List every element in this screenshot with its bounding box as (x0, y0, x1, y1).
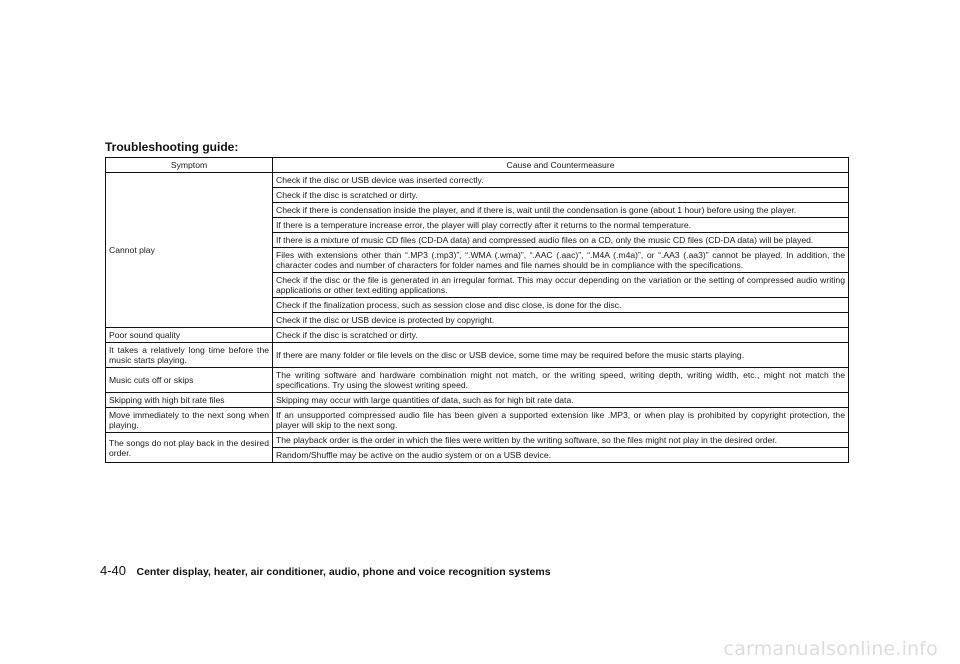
cause-cell: Check if the disc or USB device is protected by copyright. (273, 313, 849, 328)
table-row (106, 173, 849, 188)
table-row (106, 433, 849, 448)
cause-cell: If an unsupported compressed audio file has been given a supported extension like .MP3, or when play is prohibited by copyright protection, the player will skip to the next song. (273, 408, 849, 433)
page-number: 4-40 (100, 563, 127, 578)
table-row (106, 343, 849, 368)
cause-cell: If there is a mixture of music CD files (CD-DA data) and compressed audio files on a CD, only the music CD files (CD-DA data) will be played. (273, 233, 849, 248)
cause-cell: The writing software and hardware combination might not match, or the writing speed, writing depth, writing width, etc., might not match the specifications. Try using the slowest writing speed. (273, 368, 849, 393)
section-heading: Troubleshooting guide: (105, 140, 239, 154)
cause-cell: Check if the disc is scratched or dirty. (273, 328, 849, 343)
footer-section-title: Center display, heater, air conditioner, audio, phone and voice recognition systems (136, 566, 551, 578)
troubleshooting-table (105, 157, 849, 463)
watermark: carmanualsonline.info (723, 638, 938, 660)
cause-cell: Random/Shuffle may be active on the audio system or on a USB device. (273, 448, 849, 463)
cause-cell: If there is a temperature increase error, the player will play correctly after it returns to the normal temperature. (273, 218, 849, 233)
symptom-cell: It takes a relatively long time before the music starts playing. (106, 343, 273, 368)
symptom-cell: Skipping with high bit rate files (106, 393, 273, 408)
cause-cell: If there are many folder or file levels on the disc or USB device, some time may be required before the music starts playing. (273, 343, 849, 368)
table-row (106, 393, 849, 408)
table-row (106, 328, 849, 343)
cause-cell: Check if the disc is scratched or dirty. (273, 188, 849, 203)
cause-cell: Skipping may occur with large quantities of data, such as for high bit rate data. (273, 393, 849, 408)
cause-cell: Check if the disc or USB device was inserted correctly. (273, 173, 849, 188)
symptom-cell: Poor sound quality (106, 328, 273, 343)
cause-cell: Check if there is condensation inside the player, and if there is, wait until the condensation is gone (about 1 hour) before using the player. (273, 203, 849, 218)
symptom-cell: Move immediately to the next song when playing. (106, 408, 273, 433)
table-row (106, 368, 849, 393)
column-header-cause: Cause and Countermeasure (273, 158, 849, 173)
column-header-symptom: Symptom (106, 158, 273, 173)
cause-cell: Check if the disc or the file is generated in an irregular format. This may occur depending on the variation or the setting of compressed audio writing applications or other text editing applications. (273, 273, 849, 298)
table-row (106, 408, 849, 433)
table-header-row (106, 158, 849, 173)
symptom-cell: Music cuts off or skips (106, 368, 273, 393)
cause-cell: Files with extensions other than “.MP3 (.mp3)”, “.WMA (.wma)”, “.AAC (.aac)”, “.M4A (.m4a)”, or “.AA3 (.aa3)” cannot be played. In addition, the character codes and number of characters for folder names and file names should be in compliance with the specifications. (273, 248, 849, 273)
symptom-cell: The songs do not play back in the desired order. (106, 433, 273, 463)
cause-cell: Check if the finalization process, such as session close and disc close, is done for the disc. (273, 298, 849, 313)
symptom-cell: Cannot play (106, 173, 273, 328)
page-footer (100, 562, 551, 580)
cause-cell: The playback order is the order in which the files were written by the writing software, so the files might not play in the desired order. (273, 433, 849, 448)
